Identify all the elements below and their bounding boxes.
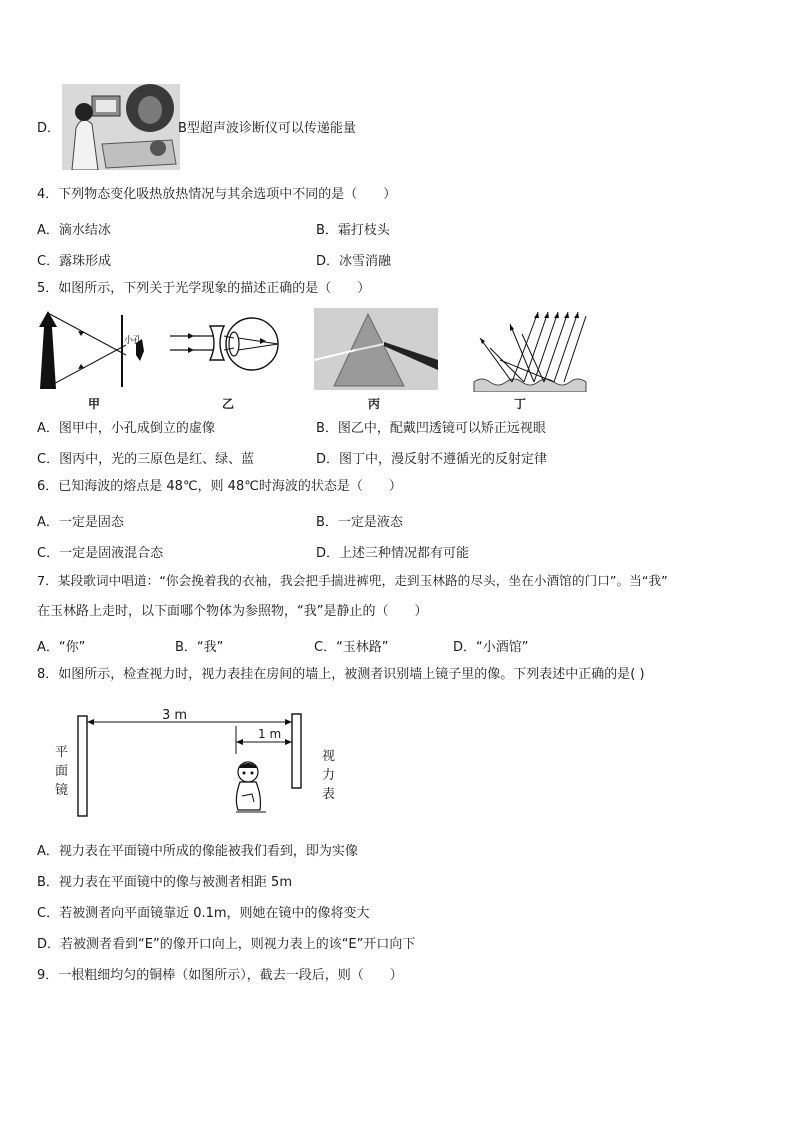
q8-option-c: C．若被测者向平面镜靠近 0.1m，则她在镜中的像将变大	[37, 906, 370, 921]
q6-option-c: C．一定是固液混合态	[37, 546, 164, 561]
figure-eye-lens	[168, 316, 288, 374]
mirror-label-2: 面	[55, 764, 69, 779]
chart-label-2: 力	[322, 768, 336, 783]
q3-option-d-letter: D．	[37, 121, 61, 136]
mirror-label-3: 镜	[55, 783, 69, 798]
q4-option-d: D．冰雪消融	[316, 254, 392, 269]
q5-stem: 5．如图所示，下列关于光学现象的描述正确的是（ ）	[37, 281, 371, 296]
q4-option-a: A．滴水结冰	[37, 223, 111, 238]
q4-option-b: B．霜打枝头	[316, 223, 390, 238]
q7-option-d: D．“小酒馆”	[453, 640, 529, 655]
q7-option-b: B．“我”	[175, 640, 224, 655]
q8-option-d: D．若被测者看到“E”的像开口向上，则视力表上的该“E”开口向下	[37, 937, 416, 952]
figure-eye-test	[76, 706, 306, 818]
q9-stem: 9．一根粗细均匀的铜棒（如图所示），截去一段后，则（ ）	[37, 968, 403, 983]
pinhole-label: 小孔	[124, 336, 143, 346]
q5-option-b: B．图乙中，配戴凹透镜可以矫正远视眼	[316, 421, 546, 436]
q5-option-d: D．图丁中，漫反射不遵循光的反射定律	[316, 452, 548, 467]
q5-option-a: A．图甲中，小孔成倒立的虚像	[37, 421, 215, 436]
figure-pinhole	[36, 309, 151, 391]
chart-label-3: 表	[322, 787, 336, 802]
q7-option-a: A．“你”	[37, 640, 86, 655]
caption-bing: 丙	[368, 397, 381, 411]
caption-yi: 乙	[222, 397, 235, 411]
mirror-label-1: 平	[55, 745, 69, 760]
q6-option-a: A．一定是固态	[37, 515, 124, 530]
q4-option-c: C．露珠形成	[37, 254, 112, 269]
q7-option-c: C．“玉林路”	[314, 640, 389, 655]
q6-option-d: D．上述三种情况都有可能	[316, 546, 470, 561]
q7-stem-line1: 7．某段歌词中唱道：“你会挽着我的衣袖，我会把手揣进裤兜，走到玉林路的尽头，坐在小酒馆的门口”。当“我”	[37, 573, 668, 588]
dist-total-label: 3 m	[162, 708, 188, 723]
q3-option-d-text: B型超声波诊断仪可以传递能量	[178, 121, 356, 136]
caption-ding: 丁	[514, 397, 527, 411]
q7-stem-line2: 在玉林路上走时，以下面哪个物体为参照物，“我”是静止的（ ）	[37, 604, 428, 619]
caption-jia: 甲	[88, 397, 101, 411]
chart-label-1: 视	[322, 749, 336, 764]
q4-stem: 4．下列物态变化吸热放热情况与其余选项中不同的是（ ）	[37, 187, 397, 202]
figure-prism	[314, 308, 438, 390]
q5-option-c: C．图丙中，光的三原色是红、绿、蓝	[37, 452, 255, 467]
q6-option-b: B．一定是液态	[316, 515, 403, 530]
figure-diffuse-reflection	[472, 308, 590, 392]
q8-option-a: A．视力表在平面镜中所成的像能被我们看到，即为实像	[37, 844, 358, 859]
dist-small-label: 1 m	[258, 727, 282, 741]
q8-stem: 8．如图所示，检查视力时，视力表挂在房间的墙上，被测者识别墙上镜子里的像。下列表述中正确的是( )	[37, 667, 645, 682]
q6-stem: 6．已知海波的熔点是 48℃，则 48℃时海波的状态是（ ）	[37, 479, 402, 494]
q8-option-b: B．视力表在平面镜中的像与被测者相距 5m	[37, 875, 292, 890]
ultrasound-photo	[62, 84, 180, 170]
